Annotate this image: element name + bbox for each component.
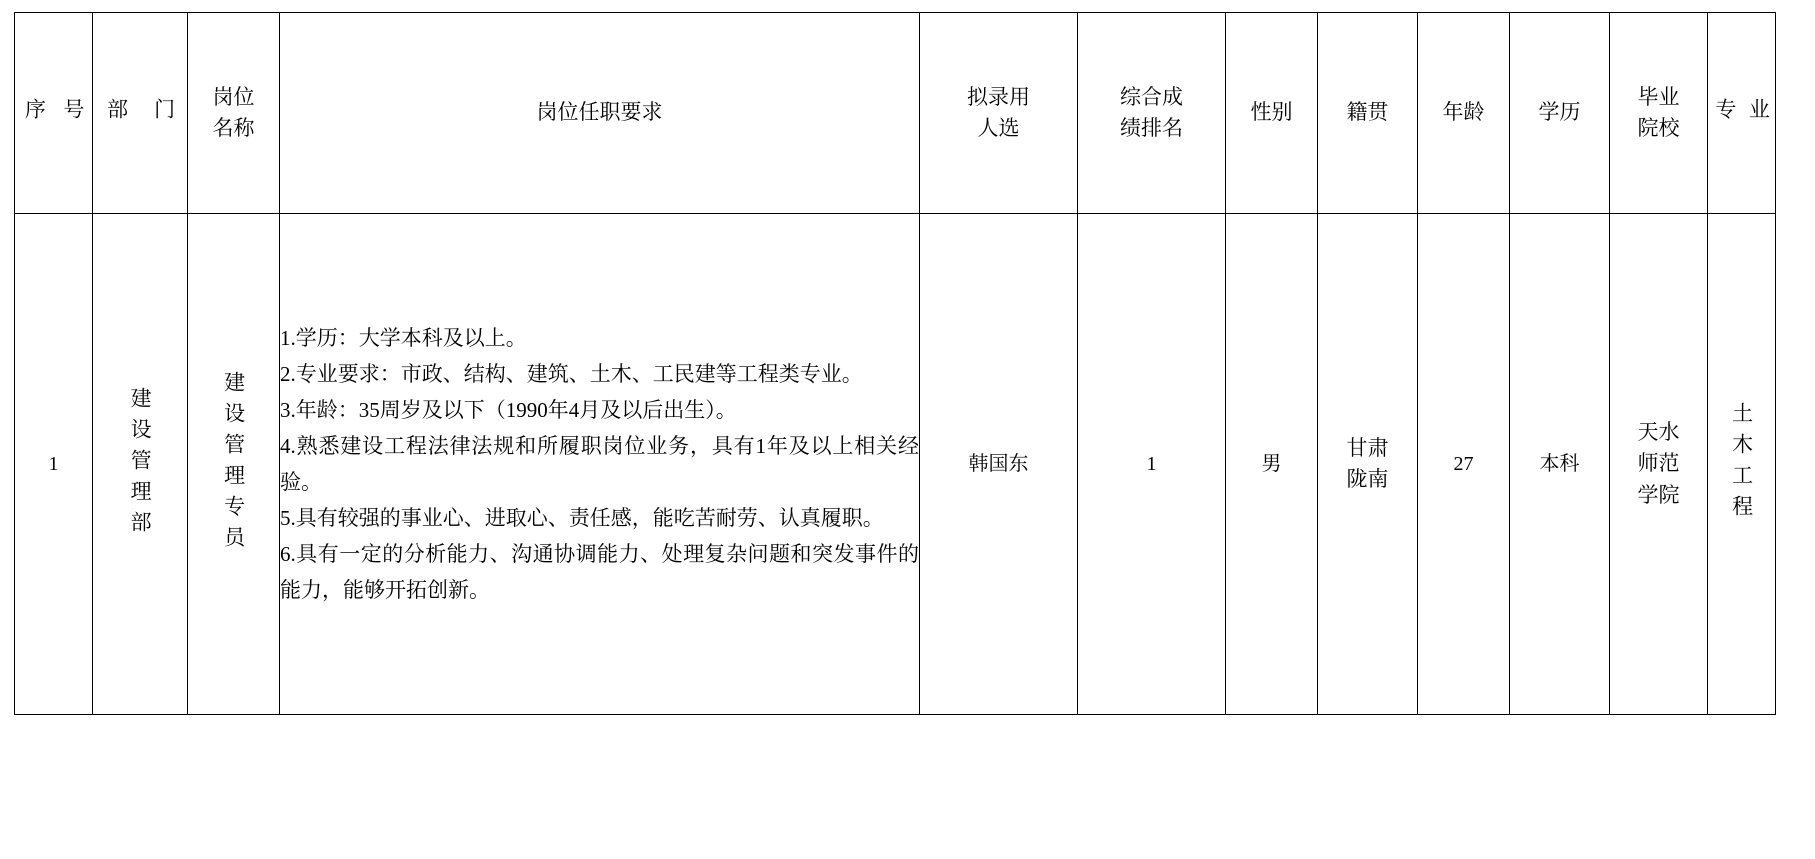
cell-school-line-2: 师范	[1637, 451, 1680, 476]
requirement-line: 4.熟悉建设工程法律法规和所履职岗位业务，具有1年及以上相关经验。	[280, 433, 919, 494]
header-overall-rank	[1078, 13, 1226, 214]
header-department-label: 部	[104, 97, 129, 129]
cell-education: 本科	[1510, 214, 1610, 715]
header-age	[1418, 13, 1510, 214]
header-gender	[1226, 13, 1318, 214]
requirement-line: 6.具有一定的分析能力、沟通协调能力、处理复杂问题和突发事件的能力，能够开拓创新。	[280, 542, 919, 603]
cell-gender: 男	[1226, 214, 1318, 715]
header-school-line-1: 毕业	[1637, 84, 1680, 109]
table-header-row	[15, 13, 1776, 214]
cell-school	[1610, 214, 1708, 715]
cell-major-text: 土木工程	[1729, 402, 1754, 526]
cell-position-name-text: 建设管理专员	[221, 371, 246, 557]
header-education	[1510, 13, 1610, 214]
cell-department	[93, 214, 188, 715]
cell-position-requirements	[280, 214, 920, 715]
header-seq	[15, 13, 93, 214]
table-row	[15, 214, 1776, 715]
header-major-label-2: 业	[1746, 97, 1771, 129]
cell-native-place-line-2: 陇南	[1346, 467, 1389, 491]
header-age-label: 年龄	[1442, 100, 1485, 125]
header-position-requirements-label: 岗位任职要求	[536, 100, 663, 125]
cell-department-text: 建设管理部	[128, 386, 153, 542]
requirement-line: 3.年龄：35周岁及以下（1990年4月及以后出生）。	[280, 397, 737, 422]
cell-native-place-line-1: 甘肃	[1346, 435, 1389, 460]
header-school	[1610, 13, 1708, 214]
cell-school-line-3: 学院	[1637, 482, 1680, 507]
header-candidate-line-1: 拟录用	[967, 84, 1030, 109]
header-overall-rank-line-2: 绩排名	[1120, 116, 1183, 140]
header-gender-label: 性别	[1250, 100, 1293, 125]
header-seq-label-2: 号	[60, 97, 85, 129]
header-school-line-2: 院校	[1637, 116, 1680, 140]
header-position-name-line-1: 岗位	[212, 84, 255, 109]
header-department-label-2: 门	[151, 97, 176, 129]
header-position-name-line-2: 名称	[212, 116, 255, 140]
header-department	[93, 13, 188, 214]
cell-age: 27	[1418, 214, 1510, 715]
requirement-line: 2.专业要求：市政、结构、建筑、土木、工民建等工程类专业。	[280, 361, 863, 386]
cell-seq: 1	[15, 214, 93, 715]
header-native-place-label: 籍贯	[1346, 100, 1389, 125]
cell-overall-rank: 1	[1078, 214, 1226, 715]
document-page	[0, 12, 1815, 859]
requirement-line: 5.具有较强的事业心、进取心、责任感，能吃苦耐劳、认真履职。	[280, 506, 884, 531]
header-native-place	[1318, 13, 1418, 214]
header-seq-label: 序	[22, 97, 47, 129]
header-major	[1708, 13, 1776, 214]
header-major-label: 专	[1712, 97, 1737, 129]
header-position-name	[188, 13, 280, 214]
header-overall-rank-line-1: 综合成	[1120, 84, 1183, 109]
cell-native-place	[1318, 214, 1418, 715]
recruitment-table	[14, 12, 1776, 715]
requirement-line: 1.学历：大学本科及以上。	[280, 325, 527, 350]
cell-school-line-1: 天水	[1637, 419, 1680, 444]
cell-major	[1708, 214, 1776, 715]
header-position-requirements	[280, 13, 920, 214]
header-candidate	[920, 13, 1078, 214]
header-education-label: 学历	[1538, 100, 1581, 125]
cell-candidate: 韩国东	[920, 214, 1078, 715]
cell-position-name	[188, 214, 280, 715]
header-candidate-line-2: 人选	[977, 116, 1020, 140]
